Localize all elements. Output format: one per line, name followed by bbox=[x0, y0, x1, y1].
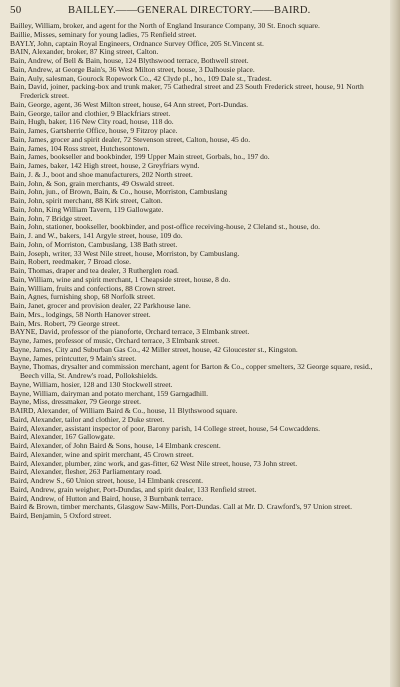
directory-entry: Bain, Hugh, baker, 116 New City road, house, 118 do. bbox=[10, 117, 174, 127]
directory-entry: Bain, John, 7 Bridge street. bbox=[10, 213, 93, 223]
directory-entry: Baird, Alexander, plumber, zinc work, and gas-fitter, 62 West Nile street, house, 73 John street. bbox=[10, 458, 298, 468]
directory-entry: Bain, Auly, salesman, Gourock Ropework Co., 42 Clyde pl., ho., 109 Dale st., Tradest. bbox=[10, 73, 272, 83]
directory-entry: Bain, Janet, grocer and provision dealer, 22 Parkhouse lane. bbox=[10, 301, 191, 310]
directory-entry: Bain, James, bookseller and bookbinder, 199 Upper Main street, Gorbals, ho., 197 do. bbox=[10, 152, 270, 162]
directory-entry: BAIN, Alexander, broker, 87 King street, Calton. bbox=[10, 47, 159, 57]
directory-entry: Bain, William, fruits and confections, 88 Crown street. bbox=[10, 283, 176, 293]
directory-entry: Bain, Agnes, furnishing shop, 68 Norfolk street. bbox=[10, 292, 156, 302]
directory-entry: Bayne, Thomas, drysalter and commission merchant, agent for Barton & Co., copper smelters, 32 George square, resid., Beech villa, St. Andrew's road, Pollokshields. bbox=[10, 362, 373, 380]
directory-entry: Bain, James, grocer and spirit dealer, 72 Stevenson street, Calton, house, 45 do. bbox=[10, 134, 251, 144]
directory-entry: Bain, David, joiner, packing-box and trunk maker, 75 Cathedral street and 23 South Frederick street, house, 91 North Frederick street. bbox=[10, 82, 364, 100]
directory-entry: Bain, Joseph, writer, 33 West Nile street, house, Morriston, by Cambuslang. bbox=[10, 248, 240, 258]
directory-entry: Bain, Andrew, at George Bain's, 36 West Milton street, house, 3 Dalhousie place. bbox=[10, 64, 255, 74]
directory-entry: Bayne, James, City and Suburban Gas Co., 42 Miller street, house, 42 Gloucester st., Kingston. bbox=[10, 344, 298, 354]
directory-entry: Bain, Mrs., lodgings, 58 North Hanover street. bbox=[10, 309, 151, 319]
directory-entry: Bain, George, agent, 36 West Milton street, house, 64 Ann street, Port-Dundas. bbox=[10, 99, 249, 109]
directory-entry: Bain, Thomas, draper and tea dealer, 3 Rutherglen road. bbox=[10, 266, 179, 275]
directory-entry: Bain, Andrew, of Bell & Bain, house, 124 Blythswood terrace, Bothwell street. bbox=[10, 56, 249, 65]
directory-entry: Bayne, James, printcutter, 9 Main's street. bbox=[10, 353, 137, 363]
directory-entry: Bain, Mrs. Robert, 79 George street. bbox=[10, 318, 120, 328]
directory-entry: BAYLY, John, captain Royal Engineers, Ordnance Survey Office, 205 St.Vincent st. bbox=[10, 38, 264, 48]
directory-entry: Baird, Alexander, of John Baird & Sons, house, 14 Elmbank crescent. bbox=[10, 441, 221, 450]
directory-entry: Bayne, William, dairyman and potato merchant, 159 Garngadhill. bbox=[10, 388, 209, 398]
directory-entry: BAYNE, David, professor of the pianoforte, Orchard terrace, 3 Elmbank street. bbox=[10, 327, 250, 337]
directory-entry: Bain, J. & J., boot and shoe manufacturers, 202 North street. bbox=[10, 169, 193, 179]
directory-entry: Baird, Alexander, assistant inspector of poor, Barony parish, 14 College street, house, 54 Cowcaddens. bbox=[10, 423, 321, 433]
directory-entry: Bailley, William, broker, and agent for the North of England Insurance Company, 30 St. Enoch square. bbox=[10, 21, 320, 30]
directory-entry: Bain, John, King William Tavern, 119 Gallowgate. bbox=[10, 204, 164, 214]
directory-entry: Bain, James, Gartsherrie Office, house, 9 Fitzroy place. bbox=[10, 126, 178, 135]
directory-entry: Baird, Andrew, of Hutton and Baird, house, 3 Burnbank terrace. bbox=[10, 493, 204, 503]
directory-entry: Baird, Andrew, grain weigher, Port-Dundas, and spirit dealer, 133 Renfield street. bbox=[10, 484, 257, 494]
directory-entry: Baird, Benjamin, 5 Oxford street. bbox=[10, 511, 112, 520]
directory-entries bbox=[10, 22, 388, 521]
directory-entry: Baird, Alexander, wine and spirit merchant, 45 Crown street. bbox=[10, 449, 194, 459]
page-number: 50 bbox=[10, 4, 22, 16]
directory-entry: Baird, Alexander, 167 Gallowgate. bbox=[10, 432, 115, 442]
directory-entry: Baird, Andrew S., 60 Union street, house, 14 Elmbank crescent. bbox=[10, 476, 204, 485]
page-edge bbox=[390, 0, 400, 687]
directory-entry: Bain, James, baker, 142 High street, house, 2 Greyfriars wynd. bbox=[10, 161, 200, 170]
directory-entry: BAIRD, Alexander, of William Baird & Co., house, 11 Blythswood square. bbox=[10, 406, 238, 415]
directory-entry: Baird & Brown, timber merchants, Glasgow Saw-Mills, Port-Dundas. Call at Mr. D. Crawford's, 97 Union street. bbox=[10, 502, 352, 512]
directory-entry: Bain, John, stationer, bookseller, bookbinder, and post-office receiving-house, 2 Cleland st., house, do. bbox=[10, 222, 320, 232]
directory-entry: Bain, J. and W., bakers, 141 Argyle street, house, 109 do. bbox=[10, 231, 183, 240]
directory-entry: Bayne, William, hosier, 128 and 130 Stockwell street. bbox=[10, 379, 173, 389]
directory-entry: Baird, Alexander, flesher, 263 Parliamentary road. bbox=[10, 467, 162, 477]
directory-entry: Bain, Robert, reedmaker, 7 Broad close. bbox=[10, 257, 132, 267]
directory-entry: Bain, James, 104 Ross street, Hutchesontown. bbox=[10, 143, 150, 153]
directory-entry: Bain, John, of Morriston, Cambuslang, 138 Bath street. bbox=[10, 239, 178, 249]
directory-entry: Bain, John, & Son, grain merchants, 49 Oswald street. bbox=[10, 178, 175, 188]
directory-entry: Bayne, Miss, dressmaker, 79 George street. bbox=[10, 397, 141, 407]
directory-entry: Baillie, Misses, seminary for young ladies, 75 Renfield street. bbox=[10, 29, 197, 39]
directory-entry: Bain, John, jun., of Brown, Bain, & Co., house, Morriston, Cambuslang bbox=[10, 187, 228, 197]
page-header bbox=[10, 4, 388, 20]
directory-entry: Bayne, James, professor of music, Orchard terrace, 3 Elmbank street. bbox=[10, 336, 220, 345]
directory-entry: Baird, Alexander, tailor and clothier, 2 Duke street. bbox=[10, 414, 165, 424]
directory-entry: Bain, George, tailor and clothier, 9 Blackfriars street. bbox=[10, 108, 171, 118]
directory-entry: Bain, John, spirit merchant, 88 Kirk street, Calton. bbox=[10, 196, 163, 205]
running-title: BAILLEY.——GENERAL DIRECTORY.——BAIRD. bbox=[68, 5, 311, 16]
directory-entry: Bain, William, wine and spirit merchant, 1 Cheapside street, house, 8 do. bbox=[10, 274, 231, 284]
